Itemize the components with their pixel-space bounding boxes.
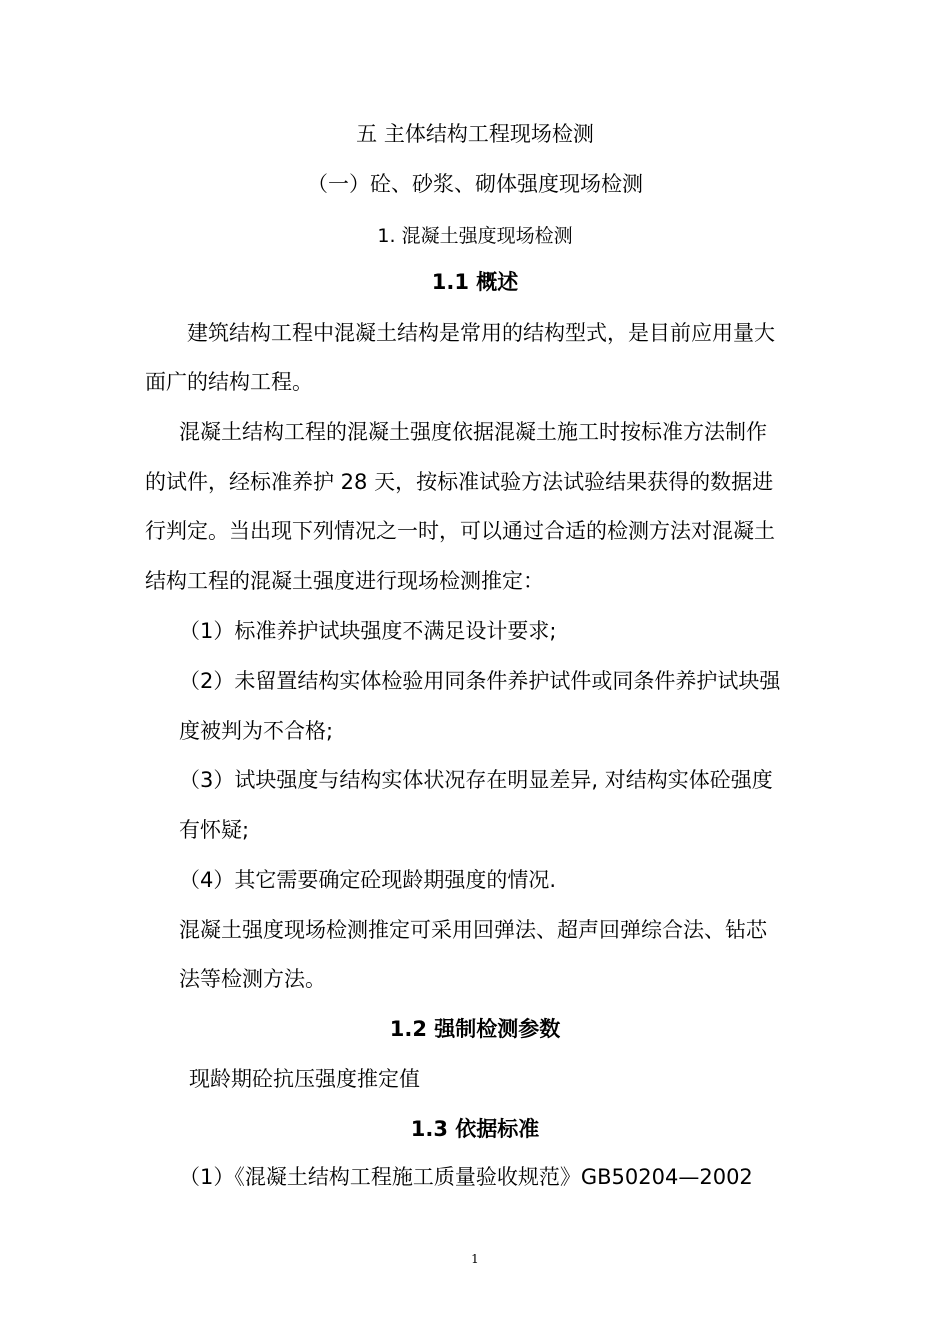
paragraph-1-line-2: 面广的结构工程。	[145, 370, 313, 394]
paragraph-3-line-2: 法等检测方法。	[179, 967, 326, 991]
paragraph-1-line-1: 建筑结构工程中混凝土结构是常用的结构型式，是目前应用量大	[187, 321, 775, 345]
list-item-4: （4）其它需要确定砼现龄期强度的情况.	[179, 868, 557, 892]
list-item-2-line-2: 度被判为不合格;	[179, 719, 334, 743]
section-title: （一）砼、砂浆、砌体强度现场检测	[307, 172, 643, 196]
page-number: 1	[471, 1252, 479, 1266]
paragraph-2-line-3: 行判定。当出现下列情况之一时，可以通过合适的检测方法对混凝土	[145, 519, 775, 543]
list-item-3-line-1: （3）试块强度与结构实体状况存在明显差异, 对结构实体砼强度	[179, 768, 773, 792]
standard-item-1: （1）《混凝土结构工程施工质量验收规范》GB50204—2002	[179, 1165, 753, 1189]
paragraph-3-line-1: 混凝土强度现场检测推定可采用回弹法、超声回弹综合法、钻芯	[179, 918, 767, 942]
list-item-1: （1）标准养护试块强度不满足设计要求;	[179, 619, 557, 643]
heading-1-1: 1.1 概述	[431, 270, 519, 294]
parameter-item-1: 现龄期砼抗压强度推定值	[189, 1067, 420, 1091]
list-item-2-line-1: （2）未留置结构实体检验用同条件养护试件或同条件养护试块强	[179, 669, 781, 693]
heading-1-3: 1.3 依据标准	[410, 1117, 540, 1141]
paragraph-2-line-2: 的试件，经标准养护 28 天，按标准试验方法试验结果获得的数据进	[145, 470, 774, 494]
paragraph-2-line-4: 结构工程的混凝土强度进行现场检测推定：	[145, 569, 544, 593]
chapter-title: 五 主体结构工程现场检测	[356, 122, 594, 146]
list-item-3-line-2: 有怀疑;	[179, 818, 250, 842]
heading-1-2: 1.2 强制检测参数	[389, 1017, 561, 1041]
paragraph-2-line-1: 混凝土结构工程的混凝土强度依据混凝土施工时按标准方法制作	[179, 420, 767, 444]
subsection-title: 1. 混凝土强度现场检测	[377, 225, 573, 247]
